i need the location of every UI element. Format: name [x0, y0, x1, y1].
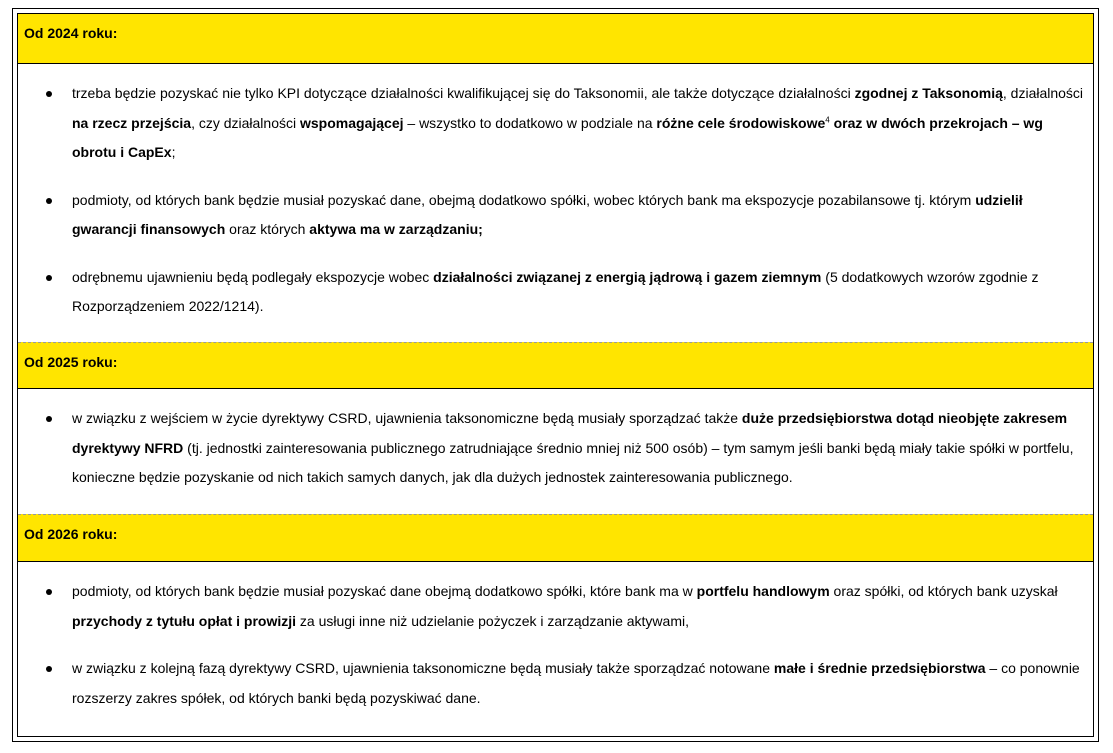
- body-text: (5 dodatkowych wzorów zgodnie z Rozporządzeniem 2022/1214).: [72, 268, 1039, 314]
- body-text: w związku z kolejną fazą dyrektywy CSRD, ujawnienia taksonomiczne będą musiały także sporządzać notowane: [72, 660, 774, 676]
- section-body-2025: [18, 389, 1093, 514]
- emphasis-text: różne cele środowiskowe: [656, 114, 826, 131]
- list-item: [18, 404, 1093, 493]
- body-text: podmioty, od których bank będzie musiał pozyskać dane, obejmą dodatkowo spółki, wobec których bank ma ekspozycje pozabilansowe tj. którym: [72, 191, 976, 208]
- list-item: [18, 186, 1093, 245]
- bullet-list: [18, 577, 1093, 713]
- body-text: (tj. jednostki zainteresowania publicznego zatrudniające średnio mniej niż 500 osób) – tym samym jeśli banki będą miały takie spółki w portfelu, konieczne będzie pozyskanie od nich takich samych danych, jak dla dużych jednostek zainteresowania publicznego.: [72, 439, 1074, 485]
- list-item: [18, 654, 1093, 713]
- document-frame: [12, 8, 1099, 742]
- emphasis-text: portfelu handlowym: [696, 583, 830, 599]
- emphasis-text: wspomagającej: [300, 114, 404, 131]
- section-body-2024: [18, 64, 1093, 342]
- section-heading: Od 2025 roku:: [24, 354, 118, 370]
- section-header-2024: [18, 14, 1093, 64]
- emphasis-text: oraz w dwóch przekrojach – wg obrotu i CapEx: [72, 114, 1043, 160]
- emphasis-text: aktywa ma w zarządzaniu;: [309, 221, 483, 237]
- body-text: , czy działalności: [191, 114, 300, 131]
- body-text: – co ponownie rozszerzy zakres spółek, od których banki będą pozyskiwać dane.: [72, 660, 1080, 706]
- list-item: [18, 263, 1093, 322]
- section-header-2026: [18, 514, 1093, 562]
- section-heading: Od 2026 roku:: [24, 526, 118, 542]
- emphasis-text: duże przedsiębiorstwa dotąd nieobjęte zakresem dyrektywy NFRD: [72, 410, 1068, 456]
- body-text: podmioty, od których bank będzie musiał pozyskać dane obejmą dodatkowo spółki, które bank ma w: [72, 583, 697, 599]
- body-text: – wszystko to dodatkowo w podziale na: [403, 114, 657, 131]
- body-text: ;: [171, 144, 176, 160]
- list-item: [18, 79, 1093, 168]
- body-text: w związku z wejściem w życie dyrektywy CSRD, ujawnienia taksonomiczne będą musiały sporządzać także: [72, 410, 742, 426]
- document-table: [17, 13, 1094, 737]
- emphasis-text: przychody z tytułu opłat i prowizji: [72, 612, 297, 629]
- section-body-2026: [18, 562, 1093, 736]
- bullet-list: [18, 79, 1093, 322]
- list-item: [18, 577, 1093, 636]
- body-text: za usługi inne niż udzielanie pożyczek i zarządzanie aktywami,: [296, 612, 689, 629]
- section-header-2025: [18, 342, 1093, 389]
- emphasis-text: udzielił gwarancji finansowych: [72, 191, 1023, 237]
- emphasis-text: działalności związanej z energią jądrową i gazem ziemnym: [433, 268, 822, 285]
- section-heading: Od 2024 roku:: [24, 25, 118, 41]
- body-text: oraz spółki, od których bank uzyskał: [829, 583, 1058, 599]
- emphasis-text: małe i średnie przedsiębiorstwa: [773, 660, 986, 676]
- body-text: odrębnemu ujawnieniu będą podlegały ekspozycje wobec: [72, 268, 434, 285]
- emphasis-text: na rzecz przejścia: [72, 114, 192, 131]
- body-text: oraz których: [225, 221, 310, 237]
- bullet-list: [18, 404, 1093, 493]
- body-text: trzeba będzie pozyskać nie tylko KPI dotyczące działalności kwalifikującej się do Taksonomii, ale także dotyczące działalności: [72, 85, 855, 101]
- emphasis-text: zgodnej z Taksonomią: [854, 85, 1003, 101]
- body-text: , działalności: [1002, 85, 1084, 101]
- footnote-ref: 4: [825, 114, 830, 124]
